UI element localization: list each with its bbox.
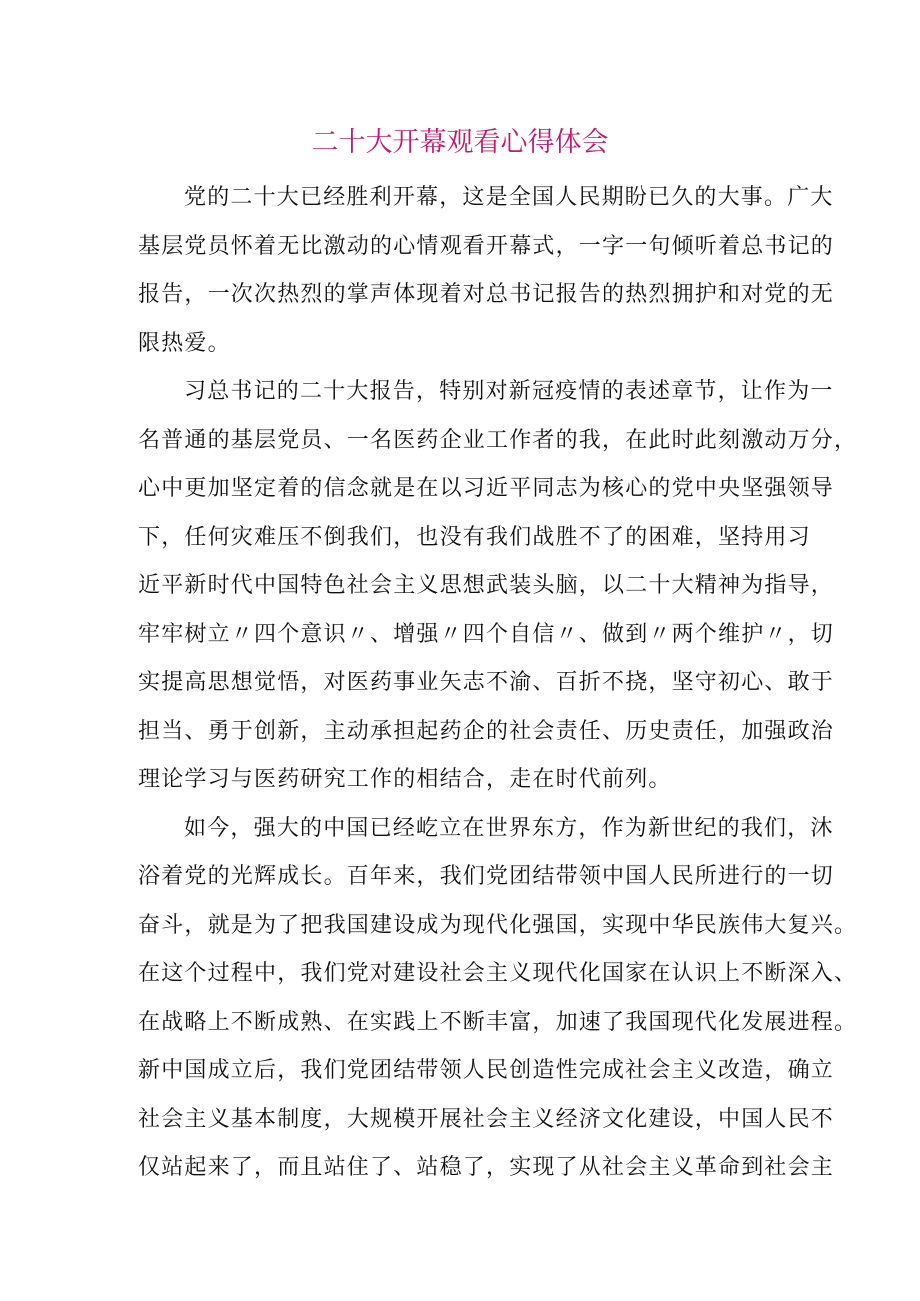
- paragraph-line: 限热爱。: [138, 330, 231, 356]
- paragraph-line: 担当、勇于创新，主动承担起药企的社会责任、历史责任，加强政治: [138, 718, 835, 744]
- document-body: [138, 174, 858, 1193]
- paragraph-line: 新中国成立后，我们党团结带领人民创造性完成社会主义改造，确立: [138, 1058, 835, 1083]
- paragraph-line: 习总书记的二十大报告，特别对新冠疫情的表述章节，让作为一: [184, 379, 834, 404]
- paragraph-line: 党的二十大已经胜利开幕，这是全国人民期盼已久的大事。广大: [184, 185, 834, 210]
- paragraph-line: 理论学习与医药研究工作的相结合，走在时代前列。: [138, 767, 672, 792]
- paragraph-line: 心中更加坚定着的信念就是在以习近平同志为核心的党中央坚强领导: [138, 476, 835, 501]
- paragraph-line: 实提高思想觉悟，对医药事业矢志不渝、百折不挠，坚守初心、敢于: [138, 670, 835, 695]
- paragraph: [138, 174, 835, 368]
- paragraph-line: 下，任何灾难压不倒我们，也没有我们战胜不了的困难，坚持用习: [138, 524, 811, 550]
- paragraph-line: 牢牢树立〃四个意识〃、增强〃四个自信〃、做到〃两个维护〃，切: [138, 621, 835, 647]
- paragraph: [138, 368, 858, 805]
- paragraph-line: 仅站起来了，而且站住了、站稳了，实现了从社会主义革命到社会主: [138, 1155, 835, 1180]
- document-title: 二十大开幕观看心得体会: [311, 127, 609, 158]
- paragraph-line: 社会主义基本制度，大规模开展社会主义经济文化建设，中国人民不: [138, 1106, 835, 1132]
- paragraph-line: 浴着党的光辉成长。百年来，我们党团结带领中国人民所进行的一切: [138, 864, 835, 889]
- paragraph-line: 在这个过程中，我们党对建设社会主义现代化国家在认识上不断深入、: [138, 961, 858, 986]
- paragraph-line: 近平新时代中国特色社会主义思想武装头脑，以二十大精神为指导，: [138, 573, 835, 598]
- paragraph-line: 如今，强大的中国已经屹立在世界东方，作为新世纪的我们，沐: [184, 815, 834, 841]
- paragraph-line: 基层党员怀着无比激动的心情观看开幕式，一字一句倾听着总书记的: [138, 233, 835, 259]
- paragraph-line: 名普通的基层党员、一名医药企业工作者的我，在此时此刻激动万分，: [138, 427, 858, 453]
- paragraph: [138, 805, 858, 1193]
- paragraph-line: 在战略上不断成熟、在实践上不断丰富，加速了我国现代化发展进程。: [138, 1009, 858, 1035]
- paragraph-line: 奋斗，就是为了把我国建设成为现代化强国，实现中华民族伟大复兴。: [138, 912, 858, 938]
- paragraph-line: 报告，一次次热烈的掌声体现着对总书记报告的热烈拥护和对党的无: [138, 282, 835, 307]
